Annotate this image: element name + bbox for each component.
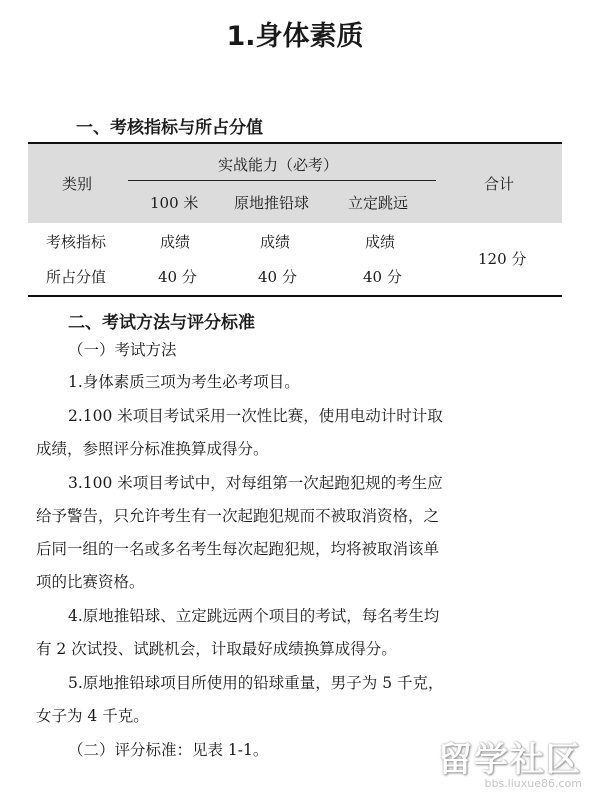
table-bottom-rule [28,295,562,297]
row2-cell: 40 分 [158,268,197,286]
subsection-heading: （一）考试方法 [68,341,177,359]
row2-label: 所占分值 [46,268,107,286]
paragraph-line: 5.原地推铅球项目所使用的铅球重量，男子为 5 千克， [68,674,444,692]
row1-label: 考核指标 [46,233,107,251]
paragraph-line: 3.100 米项目考试中，对每组第一次起跑犯规的考生应 [68,474,443,492]
header-item-shotput: 原地推铅球 [234,194,310,212]
header-category: 类别 [62,175,93,193]
header-item-100m: 100 米 [150,194,199,212]
watermark [438,732,582,790]
row2-cell: 40 分 [363,268,402,286]
page-title: 1.身体素质 [226,21,364,52]
paragraph-line: 有 2 次试投、试跳机会，计取最好成绩换算成得分。 [36,640,397,658]
paragraph-line: 2.100 米项目考试采用一次性比赛，使用电动计时计取 [68,407,443,425]
watermark-url: bbs.liuxue86.com [484,777,582,790]
paragraph-line: 成绩，参照评分标准换算成得分。 [36,440,269,458]
score-table [28,142,562,297]
subsection-heading: （二）评分标准：见表 1-1。 [68,741,269,759]
row1-cell: 成绩 [260,233,291,251]
section1-heading: 一、考核指标与所占分值 [76,118,263,138]
header-divider [128,180,436,181]
row2-cell: 40 分 [258,268,297,286]
header-total: 合计 [484,175,515,193]
row1-cell: 成绩 [365,233,396,251]
header-group: 实战能力（必考） [218,156,339,174]
paragraph-line: 后同一组的一名或多名考生每次起跑犯规，均将被取消该单 [36,540,440,558]
paragraph-line: 项的比赛资格。 [36,573,145,591]
paragraph: 1.身体素质三项为考生必考项目。 [68,373,300,391]
section2-heading: 二、考试方法与评分标准 [68,313,255,333]
header-item-longjump: 立定跳远 [348,194,409,212]
watermark-logo: 留学社区 [438,740,582,780]
row1-cell: 成绩 [160,233,191,251]
paragraph-line: 女子为 4 千克。 [36,707,149,725]
total-value: 120 分 [478,250,527,268]
paragraph-line: 4.原地推铅球、立定跳远两个项目的考试，每名考生均 [68,607,440,625]
paragraph-line: 给予警告，只允许考生有一次起跑犯规而不被取消资格，之 [36,507,440,525]
